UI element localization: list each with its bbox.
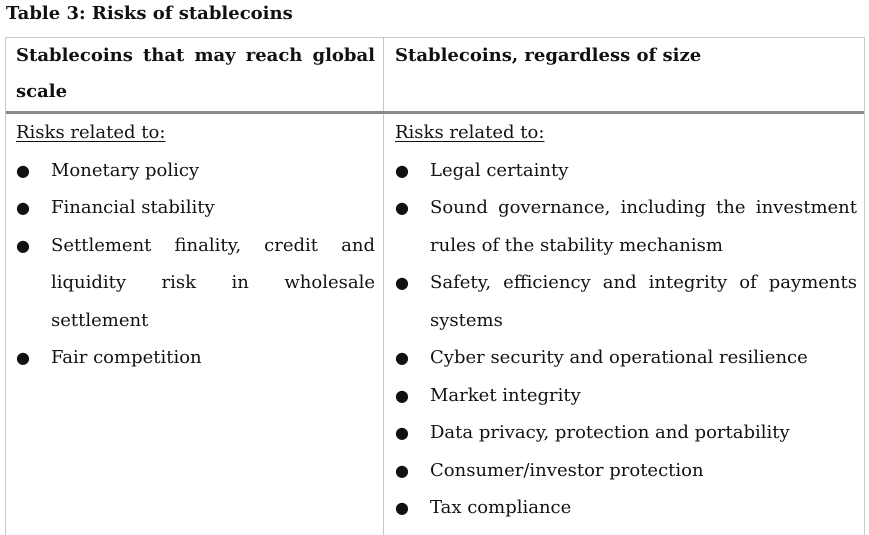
bullet-icon: ● [395, 160, 409, 180]
risk-list [16, 152, 375, 377]
list-item-text: Financial stability [51, 197, 215, 218]
list-item-text: Tax compliance [430, 497, 572, 518]
list-item-text: Safety, efficiency and integrity of payments systems [430, 272, 857, 331]
list-item-text: Settlement finality, credit and liquidity risk in wholesale settlement [51, 234, 375, 331]
header-global-scale: Stablecoins that may reach global scale [16, 45, 375, 102]
list-item [395, 489, 857, 527]
list-item-text: Legal certainty [430, 159, 569, 181]
list-item-text: Data privacy, protection and portability [430, 422, 790, 443]
bullet-icon: ● [395, 423, 409, 442]
bullet-icon: ● [395, 348, 409, 367]
list-item [16, 189, 375, 227]
list-item [395, 414, 857, 452]
list-item [395, 452, 857, 490]
list-item [16, 339, 375, 377]
list-item [395, 152, 857, 190]
risks-table [5, 37, 865, 535]
list-item-text: Monetary policy [51, 159, 200, 181]
risks-label: Risks related to: [16, 122, 166, 143]
list-item-text: Market integrity [430, 384, 581, 406]
bullet-icon: ● [395, 385, 409, 405]
bullet-icon: ● [395, 273, 409, 292]
table-caption: Table 3: Risks of stablecoins [6, 3, 293, 24]
list-item-text: Fair competition [51, 347, 202, 368]
column-global-scale [16, 114, 375, 377]
bullet-icon: ● [16, 235, 30, 255]
bullet-icon: ● [395, 198, 409, 217]
list-item [395, 264, 857, 339]
list-item [395, 189, 857, 264]
list-item-text: Cyber security and operational resilience [430, 347, 808, 368]
header-regardless-of-size: Stablecoins, regardless of size [395, 45, 702, 66]
bullet-icon: ● [16, 348, 30, 367]
column-regardless-of-size [395, 114, 857, 527]
list-item [16, 227, 375, 340]
bullet-icon: ● [395, 460, 409, 480]
list-item [16, 152, 375, 190]
list-item [395, 377, 857, 415]
list-item-text: Sound governance, including the investment rules of the stability mechanism [430, 197, 857, 256]
risks-label: Risks related to: [395, 122, 545, 143]
list-item-text: Consumer/investor protection [430, 459, 704, 481]
risk-list [395, 152, 857, 527]
list-item [395, 339, 857, 377]
bullet-icon: ● [395, 498, 409, 517]
bullet-icon: ● [16, 160, 30, 180]
bullet-icon: ● [16, 198, 30, 217]
